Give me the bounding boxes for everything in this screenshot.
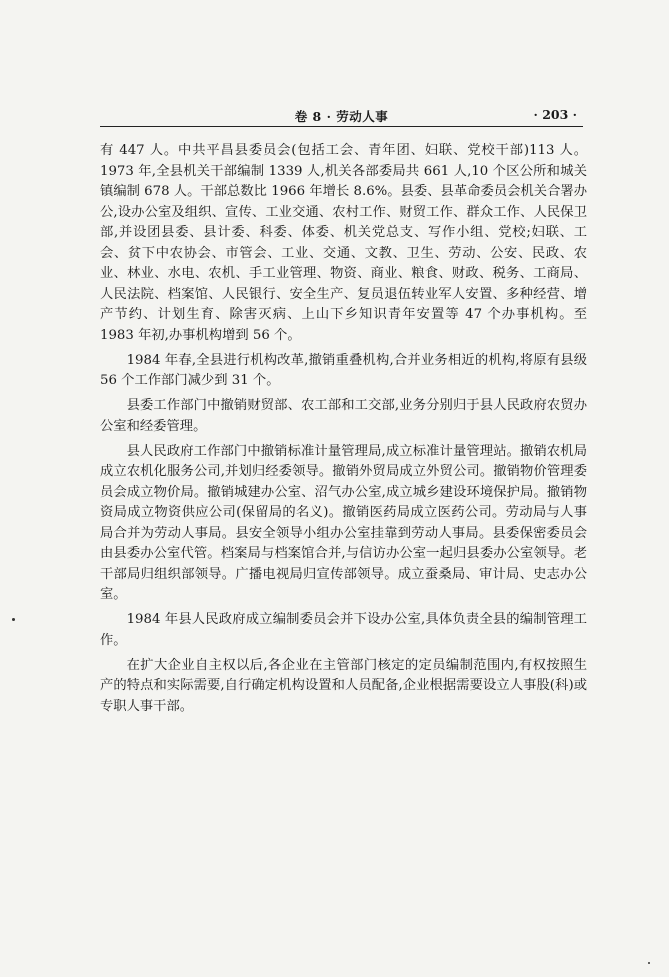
body-text — [100, 141, 587, 722]
scan-speck — [648, 962, 650, 964]
paragraph-enterprise-autonomy: 在扩大企业自主权以后,各企业在主管部门核定的定员编制范围内,有权按照生产的特点和实际需要,自行确定机构设置和人员配备,企业根据需要设立人事股(科)或专职人事干部。 — [100, 657, 587, 714]
paragraph-1984-reform: 1984 年春,全县进行机构改革,撤销重叠机构,合并业务相近的机构,将原有县级 56 个工作部门减少到 31 个。 — [100, 352, 587, 388]
running-header — [100, 106, 583, 127]
paragraph-staffing-committee: 1984 年县人民政府成立编制委员会并下设办公室,具体负责全县的编制管理工作。 — [100, 612, 587, 648]
paragraph-county-government: 县人民政府工作部门中撤销标准计量管理局,成立标准计量管理站。撤销农机局成立农机化服务公司,并划归经委领导。撤销外贸局成立外贸公司。撤销物价管理委员会成立物价局。撤销城建办公室、沼气办公室,成立城乡建设环境保护局。撤销物资局成立物资供应公司(保留局的名义)。撤销医药局成立医药公司。劳动局与人事局合并为劳动人事局。县安全领导小组办公室挂靠到劳动人事局。县委保密委员会由县委办公室代管。档案局与档案馆合并,与信访办公室一起归县委办公室领导。老干部局归组织部领导。广播电视局归宣传部领导。成立蚕桑局、审计局、史志办公室。 — [100, 443, 587, 602]
paragraph-county-committee: 县委工作部门中撤销财贸部、农工部和工交部,业务分别归于县人民政府农贸办公室和经委管理。 — [100, 398, 587, 434]
page-number: · 203 · — [533, 107, 577, 122]
header-title: 卷 8 · 劳动人事 — [294, 109, 389, 124]
paragraph-continued: 有 447 人。中共平昌县委员会(包括工会、青年团、妇联、党校干部)113 人。1973 年,全县机关干部编制 1339 人,机关各部委局共 661 人,10 个区公所和城关镇编制 678 人。干部总数比 1966 年增长 8.6%。县委、县革命委员会机关合署办公,设办公室及组织、宣传、工业交通、农村工作、财贸工作、群众工作、人民保卫部,并设团县委、县计委、科委、体委、机关党总支、写作小组、党校;妇联、工会、贫下中农协会、市管会、工业、交通、文教、卫生、劳动、公安、民政、农业、林业、水电、农机、手工业管理、物资、商业、粮食、财政、税务、工商局、人民法院、档案馆、人民银行、安全生产、复员退伍转业军人安置、多种经营、增产节约、计划生育、除害灭病、上山下乡知识青年安置等 47 个办事机构。至 1983 年初,办事机构增到 56 个。 — [100, 143, 587, 343]
scan-speck — [12, 618, 15, 621]
